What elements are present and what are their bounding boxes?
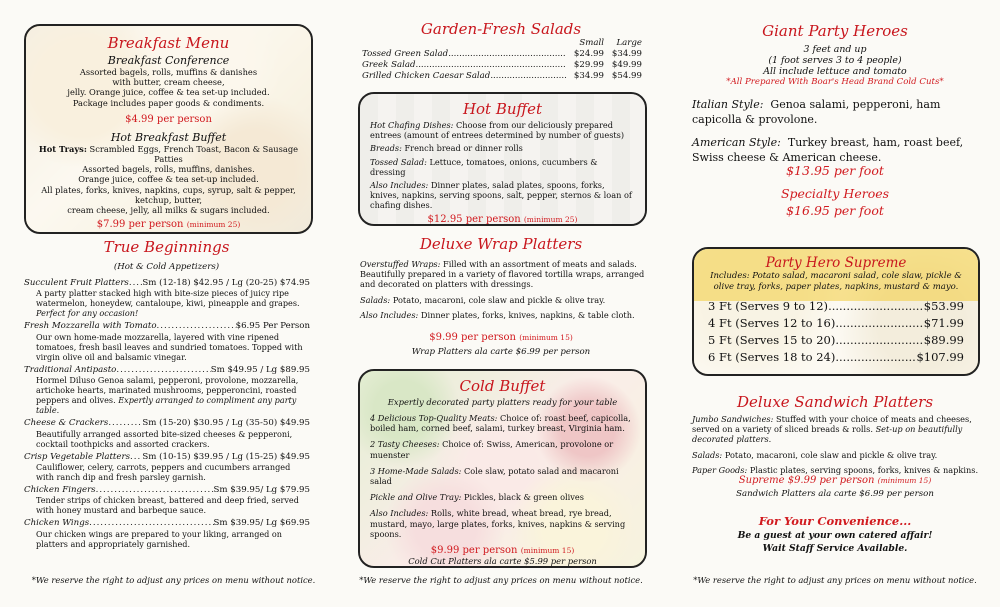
appetizer-price: Sm (15-20) $30.95 / Lg (35-50) $49.95 — [142, 418, 310, 429]
supreme-size: 5 Ft (Serves 15 to 20) — [708, 333, 836, 347]
salad-small-price: $24.99 — [573, 49, 604, 59]
breakfast-conference-title: Breakfast Conference — [107, 54, 230, 67]
paragraph-extra: Set-up on beautifully decorated platters. — [692, 424, 963, 445]
paragraph-text: Choose from our deliciously prepared entrees (amount of entrees determined by number of guests) — [370, 120, 625, 141]
appetizer-desc — [24, 429, 310, 449]
specialty-title: Specialty Heroes — [780, 186, 890, 201]
appetizer-price: Sm $49.95 / Lg $89.95 — [210, 364, 310, 375]
appetizer-name: Succulent Fruit Platters — [24, 278, 129, 288]
leader-dots — [130, 452, 142, 462]
appetizer-head — [24, 278, 310, 288]
hero-price: $13.95 per foot — [786, 163, 884, 178]
salad-row — [362, 60, 642, 71]
american-label: American Style: — [692, 136, 781, 149]
wrap-title: Deluxe Wrap Platters — [419, 235, 583, 253]
supreme-row — [708, 315, 964, 332]
sandwich-alacarte: Sandwich Platters ala carte $6.99 per person — [736, 489, 934, 499]
paragraph-text: Potato, macaroni, cole slaw and pickle & olive tray. — [724, 449, 938, 460]
specialty-price: $16.95 per foot — [786, 203, 884, 218]
supreme-price: $89.99 — [923, 333, 964, 347]
paragraph-label: Also Includes: — [370, 508, 429, 519]
column-left — [0, 0, 333, 607]
appetizer-head — [24, 485, 310, 495]
appetizer-item — [24, 518, 310, 548]
paragraph-text: Choice of: roast beef, capicolla, boiled ham, corned beef, salami, turkey breast, Virginia ham. — [370, 413, 631, 434]
italian-desc: Genoa salami, pepperoni, ham capicolla & provolone. — [692, 98, 941, 126]
menu-paragraph — [370, 508, 635, 539]
paragraph-label: Also Includes: — [360, 309, 419, 320]
paragraph-label: Salads: — [360, 294, 391, 305]
leader-dots — [116, 365, 210, 375]
leader-dots — [835, 332, 923, 349]
appetizer-desc — [24, 529, 310, 549]
leader-dots — [157, 321, 236, 331]
leader-dots — [835, 315, 923, 332]
wrap-alacarte: Wrap Platters ala carte $6.99 per person — [411, 347, 591, 357]
supreme-row — [708, 349, 964, 366]
hot-trays-label: Hot Trays: — [38, 143, 87, 154]
leader-dots — [129, 278, 143, 288]
salad-list — [362, 49, 642, 82]
appetizer-desc — [24, 332, 310, 362]
appetizer-desc-text: A party platter stacked high with bite-size pieces of juicy ripe watermelon, honeydew, cantaloupe, kiwi, pineapple and grapes. — [36, 288, 300, 309]
menu-paragraph — [692, 450, 982, 460]
price-disclaimer: *We reserve the right to adjust any prices on menu without notice. — [31, 575, 316, 585]
appetizer-head — [24, 365, 310, 375]
supreme-size: 3 Ft (Serves 9 to 12) — [708, 299, 829, 313]
paragraph-text: Lettuce, tomatoes, onions, cucumbers & dressing — [370, 156, 598, 177]
menu-paragraph — [370, 120, 635, 140]
supreme-row — [708, 298, 964, 315]
appetizer-desc — [24, 288, 310, 318]
boars-head-note: *All Prepared With Boar's Head Brand Cold Cuts* — [726, 77, 944, 87]
appetizer-desc-text: Tender strips of chicken breast, battered and deep fried, served with honey mustard and barbeque sauce. — [36, 495, 299, 516]
appetizer-name: Traditional Antipasto — [24, 364, 117, 375]
paragraph-text: French bread or dinner rolls — [404, 143, 523, 154]
sandwich-minimum: (minimum 15) — [877, 476, 932, 485]
sandwich-price: Supreme $9.99 per person — [738, 475, 875, 486]
hot-buffet-panel — [358, 92, 647, 226]
price-disclaimer: *We reserve the right to adjust any prices on menu without notice. — [359, 575, 643, 585]
appetizer-desc-text: Hormel Diluso Genoa salami, pepperoni, provolone, mozzarella, artichoke hearts, marinated mushrooms, pepperoncini, roasted peppers and olives. — [36, 375, 299, 406]
appetizer-item — [24, 365, 310, 415]
hot-breakfast-title: Hot Breakfast Buffet — [110, 130, 227, 144]
paragraph-text: Dinner plates, salad plates, spoons, forks, knives, napkins, serving spoons, salt, pepper, sternos & loan of chafing dishes. — [370, 180, 632, 211]
appetizer-desc-text: Our chicken wings are prepared to your liking, arranged on platters and appropriately garnished. — [36, 528, 283, 549]
supreme-size: 6 Ft (Serves 18 to 24) — [708, 350, 836, 364]
cold-alacarte: Cold Cut Platters ala carte $5.99 per person — [408, 556, 597, 567]
menu-paragraph — [692, 414, 982, 445]
menu-paragraph — [370, 413, 635, 433]
supreme-size: 4 Ft (Serves 12 to 16) — [708, 316, 836, 330]
appetizer-desc-text: Beautifully arranged assorted bite-sized cheeses & pepperoni, cocktail toothpicks and assorted crackers. — [36, 428, 293, 449]
menu-paragraph — [360, 310, 646, 320]
appetizer-name: Chicken Wings — [24, 518, 90, 529]
appetizer-item — [24, 278, 310, 318]
appetizer-head — [24, 452, 310, 462]
appetizer-price: Sm (12-18) $42.95 / Lg (20-25) $74.95 — [142, 278, 310, 288]
appetizer-price: Sm $39.95/ Lg $79.95 — [213, 485, 310, 496]
salad-row — [362, 71, 642, 82]
appetizer-price: Sm $39.95/ Lg $69.95 — [213, 518, 310, 529]
appetizer-item — [24, 321, 310, 361]
col-small: Small — [579, 38, 604, 48]
appetizer-item — [24, 452, 310, 482]
menu-paragraph — [360, 295, 646, 305]
heroes-line: 3 feet and up — [803, 44, 867, 55]
paragraph-text: Choice of: Swiss, American, provolone or muenster — [370, 439, 614, 460]
convenience-title: For Your Convenience... — [758, 514, 912, 528]
salads-title: Garden-Fresh Salads — [420, 20, 582, 38]
leader-dots — [835, 349, 916, 366]
appetizer-name: Crisp Vegetable Platters — [24, 451, 130, 462]
supreme-includes: Includes: Potato salad, macaroni salad, cole slaw, pickle & olive tray, forks, paper plates, napkins, mustard & mayo. — [710, 271, 962, 292]
menu-paragraph — [360, 259, 646, 290]
hot-buffet-title: Hot Buffet — [462, 100, 543, 118]
hot-buffet-price: $12.95 per person — [427, 213, 521, 225]
col-large: Large — [616, 38, 642, 48]
leader-dots — [490, 71, 566, 82]
salad-large-price: $54.99 — [611, 71, 642, 81]
menu-paragraph — [692, 465, 982, 475]
appetizer-price: $6.95 Per Person — [235, 321, 310, 332]
conference-price: $4.99 per person — [125, 113, 212, 125]
salad-name: Grilled Chicken Caesar Salad — [362, 71, 491, 81]
appetizer-desc — [24, 462, 310, 482]
appetizer-item — [24, 418, 310, 448]
breakfast-panel — [24, 24, 313, 234]
supreme-row — [708, 332, 964, 349]
appetizer-desc — [24, 375, 310, 415]
paragraph-text: Cole slaw, potato salad and macaroni salad — [370, 465, 619, 487]
buffet-line: Orange juice, coffee & tea set-up included. — [78, 174, 259, 185]
conference-line: Package includes paper goods & condiments. — [72, 97, 265, 108]
supreme-price: $71.99 — [923, 316, 964, 330]
menu-paragraph — [370, 157, 635, 177]
sandwich-title: Deluxe Sandwich Platters — [736, 393, 934, 411]
convenience-line2: Wait Staff Service Available. — [762, 543, 908, 554]
paragraph-label: Also Includes: — [370, 180, 429, 191]
salad-name: Greek Salad — [362, 60, 416, 70]
buffet-price: $7.99 per person — [96, 219, 184, 231]
beginnings-subtitle: (Hot & Cold Appetizers) — [113, 262, 220, 272]
supreme-title: Party Hero Supreme — [765, 255, 907, 271]
column-right — [670, 0, 1000, 607]
paragraph-label: Overstuffed Wraps: — [360, 259, 441, 269]
paragraph-label: Jumbo Sandwiches: — [692, 414, 774, 424]
heroes-line: All include lettuce and tomato — [763, 66, 907, 77]
appetizer-extra: Expertly arranged to compliment any party table. — [36, 395, 297, 416]
buffet-line: All plates, forks, knives, napkins, cups, syrup, salt & pepper, ketchup, butter, — [41, 184, 296, 205]
paragraph-text: Potato, macaroni, cole slaw and pickle & olive tray. — [392, 294, 606, 305]
paragraph-label: Paper Goods: — [692, 464, 748, 475]
salad-small-price: $34.99 — [573, 71, 604, 81]
conference-line: Assorted bagels, rolls, muffins & danishes — [79, 67, 258, 77]
price-disclaimer: *We reserve the right to adjust any prices on menu without notice. — [693, 575, 977, 585]
appetizer-desc-text: Our own home-made mozzarella, layered with vine ripened tomatoes, fresh basil leaves and sundried tomatoes. Topped with virgin olive oil and balsamic vinegar. — [36, 331, 303, 362]
menu-paragraph — [370, 143, 635, 153]
hero-supreme-panel — [692, 247, 980, 376]
paragraph-text: Stuffed with your choice of meats and cheeses, served on a variety of sliced breads & rolls. — [692, 414, 972, 435]
appetizer-head — [24, 418, 310, 428]
leader-dots — [89, 518, 213, 528]
paragraph-text: Plastic plates, serving spoons, forks, knives & napkins. — [749, 464, 979, 475]
convenience-line1: Be a guest at your own catered affair! — [737, 530, 933, 541]
cold-buffet-price: $9.99 per person — [430, 545, 518, 557]
paragraph-label: Hot Chafing Dishes: — [370, 120, 454, 130]
appetizer-name: Cheese & Crackers — [24, 418, 109, 429]
beginnings-title: True Beginnings — [103, 238, 230, 256]
appetizer-head — [24, 518, 310, 528]
appetizer-desc — [24, 495, 310, 515]
paragraph-label: Breads: — [370, 143, 402, 154]
paragraph-text: Pickles, black & green olives — [464, 492, 584, 503]
leader-dots — [415, 60, 566, 71]
appetizer-name: Chicken Fingers — [24, 485, 96, 496]
leader-dots — [448, 49, 566, 60]
leader-dots — [96, 485, 214, 495]
cold-buffet-subtitle: Expertly decorated party platters ready for your table — [387, 397, 618, 407]
cold-buffet-title: Cold Buffet — [459, 377, 546, 395]
paragraph-text: Filled with an assortment of meats and salads. Beautifully prepared in a variety of flavored tortilla wraps, arranged and decorated on platters with dressings. — [360, 259, 645, 290]
appetizer-desc-text: Cauliflower, celery, carrots, peppers and cucumbers arranged with ranch dip and fresh parsley garnish. — [36, 462, 291, 483]
breakfast-title: Breakfast Menu — [107, 34, 230, 52]
paragraph-label: Tossed Salad: — [370, 156, 427, 167]
cold-buffet-minimum: (minimum 15) — [520, 546, 575, 556]
leader-dots — [108, 418, 142, 428]
paragraph-label: Salads: — [692, 449, 723, 460]
american-desc: Turkey breast, ham, roast beef, Swiss cheese & American cheese. — [692, 136, 964, 164]
salad-small-price: $29.99 — [573, 60, 604, 70]
paragraph-label: 4 Delicious Top-Quality Meats: — [370, 413, 498, 423]
hot-buffet-minimum: (minimum 25) — [523, 214, 578, 224]
supreme-price: $107.99 — [916, 350, 964, 364]
paragraph-text: Dinner plates, forks, knives, napkins, & table cloth. — [420, 309, 635, 320]
paragraph-label: 2 Tasty Cheeses: — [370, 439, 440, 450]
conference-line: jelly. Orange juice, coffee & tea set-up included. — [67, 87, 270, 98]
cold-buffet-panel — [358, 369, 647, 568]
appetizer-price: Sm (10-15) $39.95 / Lg (15-25) $49.95 — [142, 451, 310, 462]
buffet-line: Scrambled Eggs, French Toast, Bacon & Sausage Patties — [89, 143, 299, 165]
salad-large-price: $49.99 — [611, 60, 642, 70]
heroes-title: Giant Party Heroes — [762, 22, 908, 40]
salad-row — [362, 49, 642, 60]
heroes-line: (1 foot serves 3 to 4 people) — [768, 55, 902, 66]
buffet-line: cream cheese, jelly, all milks & sugars included. — [67, 205, 270, 216]
appetizer-item — [24, 485, 310, 515]
appetizer-name: Fresh Mozzarella with Tomato — [24, 321, 157, 332]
leader-dots — [828, 298, 924, 315]
menu-paragraph — [370, 439, 635, 459]
menu-paragraph — [370, 466, 635, 486]
appetizer-extra: Perfect for any occasion! — [36, 308, 139, 319]
salad-large-price: $34.99 — [611, 49, 642, 59]
conference-line: with butter, cream cheese, — [112, 77, 225, 88]
appetizer-head — [24, 321, 310, 331]
buffet-line: Assorted bagels, rolls, muffins, danishes. — [82, 164, 255, 175]
appetizer-list — [24, 278, 310, 552]
column-middle — [336, 0, 666, 607]
wrap-price: $9.99 per person — [429, 332, 516, 343]
buffet-minimum: (minimum 25) — [186, 220, 241, 230]
menu-paragraph — [370, 492, 635, 502]
wrap-minimum: (minimum 15) — [519, 333, 573, 342]
supreme-price: $53.99 — [923, 299, 964, 313]
paragraph-label: Pickle and Olive Tray: — [370, 492, 462, 503]
menu-paragraph — [370, 180, 635, 211]
salad-name: Tossed Green Salad — [362, 49, 449, 59]
italian-label: Italian Style: — [692, 98, 764, 111]
paragraph-label: 3 Home-Made Salads: — [370, 465, 462, 476]
paragraph-text: Rolls, white bread, wheat bread, rye bread, mustard, mayo, large plates, forks, knives, napkins & serving spoons. — [370, 508, 626, 539]
